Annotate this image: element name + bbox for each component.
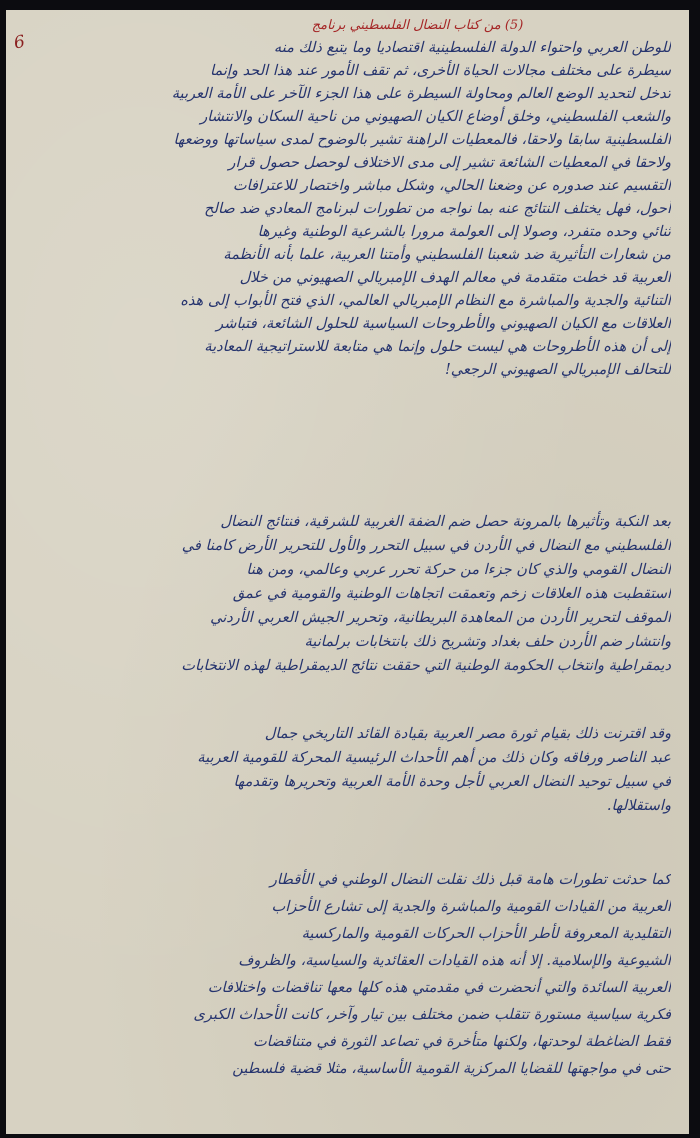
text-line: النضال القومي والذي كان جزءا من حركة تحرر عربي وعالمي، ومن هنا [246,561,671,578]
text-line: واستقلالها. [606,797,671,814]
text-line: العربية السائدة والتي أنحضرت في مقدمتي هذه كلها معها تناقضات واختلافات [207,979,671,996]
text-line: التنائية والجدية والمباشرة مع النظام الإمبريالي العالمي، الذي فتح الأبواب إلى هذه [180,292,671,309]
text-line: العربية قد خطت متقدمة في معالم الهدف الإمبريالي الصهيوني من خلال [239,269,671,286]
manuscript-page [6,10,689,1134]
paragraph-2 [32,510,671,678]
paragraph-3 [32,722,671,818]
text-line: فكرية سياسية مستورة تتقلب ضمن مختلف بين تيار وآخر، كانت الأحداث الكبرى [193,1006,671,1023]
text-line: حتى في مواجهتها للقضايا المركزية القومية الأساسية، مثلا قضية فلسطين [232,1060,671,1077]
text-line: للوطن العربي واحتواء الدولة الفلسطينية اقتصاديا وما يتبع ذلك منه [273,39,671,56]
text-line: العربية من القيادات القومية والمباشرة والجدية إلى تشارع الأحزاب [271,898,671,915]
text-line: في سبيل توحيد النضال العربي لأجل وحدة الأمة العربية وتحريرها وتقدمها [233,773,671,790]
text-line: فقط الضاغطة لوحدتها، ولكنها متأخرة في تصاعد الثورة في متناقضات [253,1033,671,1050]
text-line: للتحالف الإمبريالي الصهيوني الرجعي! [444,361,671,378]
text-line: استقطبت هذه العلاقات زخم وتعمقت اتجاهات الوطنية والقومية في عمق [232,585,671,602]
page-number: 6 [12,31,27,54]
text-line: ثنائي وحده متفرد، وصولا إلى العولمة مرورا بالشرعية الوطنية وغيرها [257,223,671,240]
text-line: ولاحقا في المعطيات الشائعة تشير إلى مدى الاختلاف لوحصل حصول قرار [228,154,671,171]
text-line: إلى أن هذه الأطروحات هي ليست حلول وإنما هي متابعة للاستراتيجية المعادية [204,338,671,355]
page-header: (5) من كتاب النضال الفلسطيني برنامج [311,18,524,33]
text-line: كما حدثت تطورات هامة قبل ذلك نقلت النضال الوطني في الأقطار [269,871,671,888]
text-line: وانتشار ضم الأردن حلف بغداد وتشريح ذلك بانتخابات برلمانية [304,633,671,650]
text-line: وقد اقترنت ذلك بقيام ثورة مصر العربية بقيادة القائد التاريخي جمال [264,725,671,742]
text-line: عبد الناصر ورفاقه وكان ذلك من أهم الأحداث الرئيسية المحركة للقومية العربية [197,749,671,766]
text-line: التقليدية المعروفة لأطر الأحزاب الحركات القومية والماركسية [301,925,671,942]
text-line: العلاقات مع الكيان الصهيوني والأطروحات السياسية للحلول الشائعة، فتباشر [216,315,671,332]
paragraph-1 [32,36,671,381]
text-line: والشعب الفلسطيني، وخلق أوضاع الكيان الصهيوني من ناحية السكان والانتشار [200,108,671,125]
text-line: بعد النكبة وتأثيرها بالمرونة حصل ضم الضفة الغربية للشرقية، فنتائج النضال [220,513,671,530]
text-line: التقسيم عند صدوره عن وضعنا الحالي، وشكل مباشر واختصار للاعترافات [232,177,671,194]
text-line: أحول، فهل يختلف النتائج عنه بما نواجه من تطورات لبرنامج المعادي ضد صالح [204,200,671,217]
text-line: تدخل لتحديد الوضع العالم ومحاولة السيطرة على هذا الجزء الآخر على الأمة العربية [171,85,671,102]
text-line: ديمقراطية وانتخاب الحكومة الوطنية التي حققت نتائج الديمقراطية لهذه الانتخابات [181,657,671,674]
text-line: الفلسطينية سابقا ولاحقا، فالمعطيات الراهنة تشير بالوضوح لمدى سياساتها ووضعها [173,131,671,148]
text-line: سيطرة على مختلف مجالات الحياة الأخرى، ثم تقف الأمور عند هذا الحد وإنما [209,62,671,79]
text-line: من شعارات التأثيرية ضد شعبنا الفلسطيني وأمتنا العربية، علما بأنه الأنظمة [223,246,671,263]
text-line: الشيوعية والإسلامية. إلا أنه هذه القيادات العقائدية والسياسية، والظروف [238,952,671,969]
paragraph-4 [32,866,671,1082]
text-line: الفلسطيني مع النضال في الأردن في سبيل التحرر والأول للتحرير الأرض كامنا في [181,537,671,554]
text-line: الموقف لتحرير الأردن من المعاهدة البريطانية، وتحرير الجيش العربي الأردني [210,609,671,626]
